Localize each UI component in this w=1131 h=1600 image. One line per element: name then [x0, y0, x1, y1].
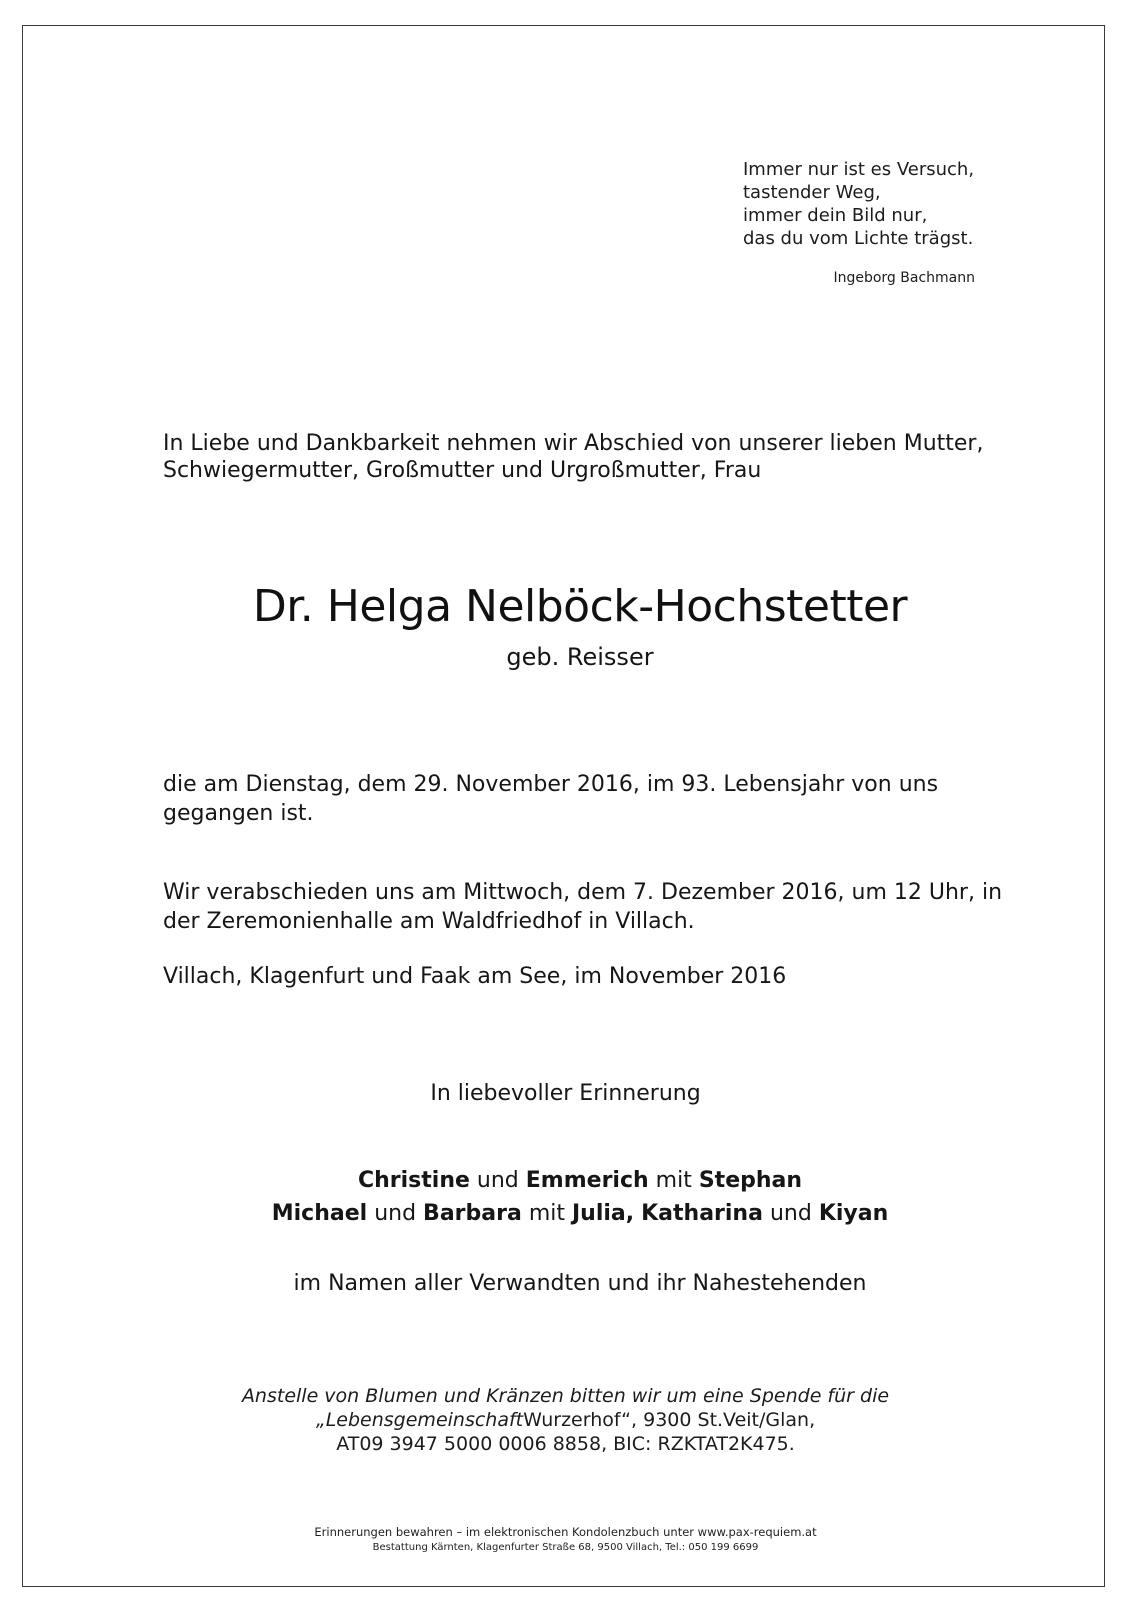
family-name: Stephan	[698, 1168, 803, 1193]
family-name: Katharina	[641, 1201, 763, 1226]
family-name: Julia,	[571, 1201, 635, 1226]
family-name: Christine	[357, 1168, 470, 1193]
connector: und	[476, 1168, 519, 1193]
intro-text	[163, 430, 1013, 484]
family-name: Barbara	[423, 1201, 522, 1226]
quote-line: Immer nur ist es Versuch,	[743, 159, 975, 180]
donation-line	[0, 1408, 1131, 1432]
donation-org-italic: „Lebensgemeinschaft	[315, 1409, 524, 1431]
family-name: Kiyan	[818, 1201, 889, 1226]
farewell-text	[163, 878, 1023, 936]
donation-request: Anstelle von Blumen und Kränzen bitten wir um eine Spende für die	[241, 1385, 890, 1407]
farewell-line: Wir verabschieden uns am Mittwoch, dem 7. Dezember 2016, um 12 Uhr, in	[163, 880, 1003, 905]
family-name: Emmerich	[525, 1168, 649, 1193]
family-names	[0, 1164, 1131, 1230]
passing-text	[163, 770, 1013, 828]
place-date: Villach, Klagenfurt und Faak am See, im November 2016	[163, 964, 787, 989]
relatives-text: im Namen aller Verwandten und ihr Nahestehenden	[293, 1271, 867, 1296]
quote-line: tastender Weg,	[743, 182, 881, 203]
quote-line: immer dein Bild nur,	[743, 205, 928, 226]
maiden-name: geb. Reisser	[506, 643, 654, 671]
footer-undertaker: Bestattung Kärnten, Klagenfurter Straße 68, 9500 Villach, Tel.: 050 199 6699	[372, 1542, 759, 1553]
connector: und	[769, 1201, 812, 1226]
donation-note	[0, 1384, 1131, 1456]
footer	[0, 1524, 1131, 1556]
donation-line: AT09 3947 5000 0006 8858, BIC: RZKTAT2K475.	[336, 1433, 795, 1455]
intro-line: Schwiegermutter, Großmutter und Urgroßmutter, Frau	[163, 458, 762, 483]
connector: mit	[655, 1168, 692, 1193]
quote-author: Ingeborg Bachmann	[833, 270, 975, 286]
donation-line	[0, 1384, 1131, 1408]
family-name: Michael	[271, 1201, 368, 1226]
donation-org-rest: Wurzerhof“, 9300 St.Veit/Glan,	[523, 1409, 816, 1431]
memory-heading: In liebevoller Erinnerung	[430, 1081, 701, 1106]
passing-line: die am Dienstag, dem 29. November 2016, im 93. Lebensjahr von uns	[163, 772, 939, 797]
farewell-line: der Zeremonienhalle am Waldfriedhof in Villach.	[163, 909, 695, 934]
poem-quote	[743, 158, 1043, 250]
footer-condolence: Erinnerungen bewahren – im elektronischen Kondolenzbuch unter www.pax-requiem.at	[314, 1525, 817, 1539]
family-line	[0, 1197, 1131, 1230]
connector: mit	[528, 1201, 565, 1226]
connector: und	[374, 1201, 417, 1226]
intro-line: In Liebe und Dankbarkeit nehmen wir Abschied von unserer lieben Mutter,	[163, 431, 984, 456]
family-line	[0, 1164, 1131, 1197]
quote-line: das du vom Lichte trägst.	[743, 228, 974, 249]
passing-line: gegangen ist.	[163, 801, 314, 826]
deceased-name: Dr. Helga Nelböck-Hochstetter	[252, 581, 908, 632]
